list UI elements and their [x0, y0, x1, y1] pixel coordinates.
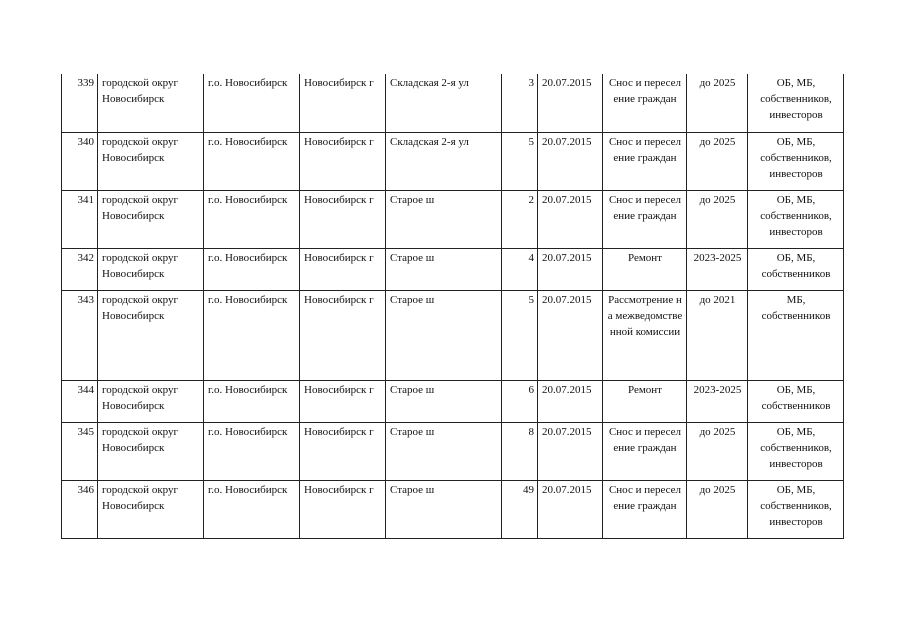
row-number: 341 — [62, 190, 98, 248]
municipality-cell: г.о. Новосибирск — [204, 422, 300, 480]
locality-cell: Новосибирск г — [300, 74, 386, 132]
row-number: 340 — [62, 132, 98, 190]
measure-cell: Ремонт — [603, 248, 687, 290]
street-cell: Старое ш — [386, 380, 502, 422]
funding-cell: ОБ, МБ, собственников, инвесторов — [748, 132, 844, 190]
house-number-cell: 5 — [502, 290, 538, 380]
municipality-cell: г.о. Новосибирск — [204, 380, 300, 422]
deadline-cell: до 2025 — [687, 74, 748, 132]
district-cell: городской округ Новосибирск — [98, 74, 204, 132]
table-row — [62, 74, 844, 132]
date-cell: 20.07.2015 — [538, 380, 603, 422]
locality-cell: Новосибирск г — [300, 190, 386, 248]
locality-cell: Новосибирск г — [300, 480, 386, 538]
date-cell: 20.07.2015 — [538, 290, 603, 380]
house-number-cell: 5 — [502, 132, 538, 190]
row-number: 345 — [62, 422, 98, 480]
table-row — [62, 248, 844, 290]
street-cell: Старое ш — [386, 480, 502, 538]
deadline-cell: 2023-2025 — [687, 248, 748, 290]
funding-cell: ОБ, МБ, собственников — [748, 380, 844, 422]
municipality-cell: г.о. Новосибирск — [204, 290, 300, 380]
row-number: 342 — [62, 248, 98, 290]
measure-cell: Снос и переселение граждан — [603, 190, 687, 248]
funding-cell: ОБ, МБ, собственников, инвесторов — [748, 480, 844, 538]
housing-registry-table — [61, 74, 844, 539]
funding-cell: МБ, собственников — [748, 290, 844, 380]
table-row — [62, 380, 844, 422]
date-cell: 20.07.2015 — [538, 74, 603, 132]
street-cell: Старое ш — [386, 290, 502, 380]
row-number: 344 — [62, 380, 98, 422]
deadline-cell: 2023-2025 — [687, 380, 748, 422]
locality-cell: Новосибирск г — [300, 290, 386, 380]
house-number-cell: 3 — [502, 74, 538, 132]
table-row — [62, 422, 844, 480]
locality-cell: Новосибирск г — [300, 422, 386, 480]
street-cell: Складская 2-я ул — [386, 74, 502, 132]
measure-cell: Снос и переселение граждан — [603, 422, 687, 480]
district-cell: городской округ Новосибирск — [98, 480, 204, 538]
municipality-cell: г.о. Новосибирск — [204, 248, 300, 290]
house-number-cell: 2 — [502, 190, 538, 248]
house-number-cell: 6 — [502, 380, 538, 422]
deadline-cell: до 2025 — [687, 132, 748, 190]
street-cell: Складская 2-я ул — [386, 132, 502, 190]
locality-cell: Новосибирск г — [300, 380, 386, 422]
locality-cell: Новосибирск г — [300, 248, 386, 290]
district-cell: городской округ Новосибирск — [98, 380, 204, 422]
house-number-cell: 8 — [502, 422, 538, 480]
district-cell: городской округ Новосибирск — [98, 132, 204, 190]
date-cell: 20.07.2015 — [538, 480, 603, 538]
measure-cell: Ремонт — [603, 380, 687, 422]
municipality-cell: г.о. Новосибирск — [204, 480, 300, 538]
street-cell: Старое ш — [386, 422, 502, 480]
street-cell: Старое ш — [386, 190, 502, 248]
municipality-cell: г.о. Новосибирск — [204, 132, 300, 190]
measure-cell: Снос и переселение граждан — [603, 74, 687, 132]
measure-cell: Снос и переселение граждан — [603, 480, 687, 538]
house-number-cell: 4 — [502, 248, 538, 290]
district-cell: городской округ Новосибирск — [98, 248, 204, 290]
row-number: 339 — [62, 74, 98, 132]
measure-cell: Рассмотрение на межведомственной комиссии — [603, 290, 687, 380]
district-cell: городской округ Новосибирск — [98, 422, 204, 480]
municipality-cell: г.о. Новосибирск — [204, 190, 300, 248]
table-row — [62, 190, 844, 248]
measure-cell: Снос и переселение граждан — [603, 132, 687, 190]
funding-cell: ОБ, МБ, собственников, инвесторов — [748, 74, 844, 132]
municipality-cell: г.о. Новосибирск — [204, 74, 300, 132]
row-number: 343 — [62, 290, 98, 380]
deadline-cell: до 2025 — [687, 480, 748, 538]
funding-cell: ОБ, МБ, собственников — [748, 248, 844, 290]
date-cell: 20.07.2015 — [538, 190, 603, 248]
deadline-cell: до 2025 — [687, 422, 748, 480]
date-cell: 20.07.2015 — [538, 422, 603, 480]
locality-cell: Новосибирск г — [300, 132, 386, 190]
house-number-cell: 49 — [502, 480, 538, 538]
district-cell: городской округ Новосибирск — [98, 190, 204, 248]
date-cell: 20.07.2015 — [538, 132, 603, 190]
funding-cell: ОБ, МБ, собственников, инвесторов — [748, 422, 844, 480]
deadline-cell: до 2021 — [687, 290, 748, 380]
deadline-cell: до 2025 — [687, 190, 748, 248]
street-cell: Старое ш — [386, 248, 502, 290]
district-cell: городской округ Новосибирск — [98, 290, 204, 380]
table-row — [62, 480, 844, 538]
row-number: 346 — [62, 480, 98, 538]
date-cell: 20.07.2015 — [538, 248, 603, 290]
funding-cell: ОБ, МБ, собственников, инвесторов — [748, 190, 844, 248]
table-row — [62, 290, 844, 380]
table-row — [62, 132, 844, 190]
